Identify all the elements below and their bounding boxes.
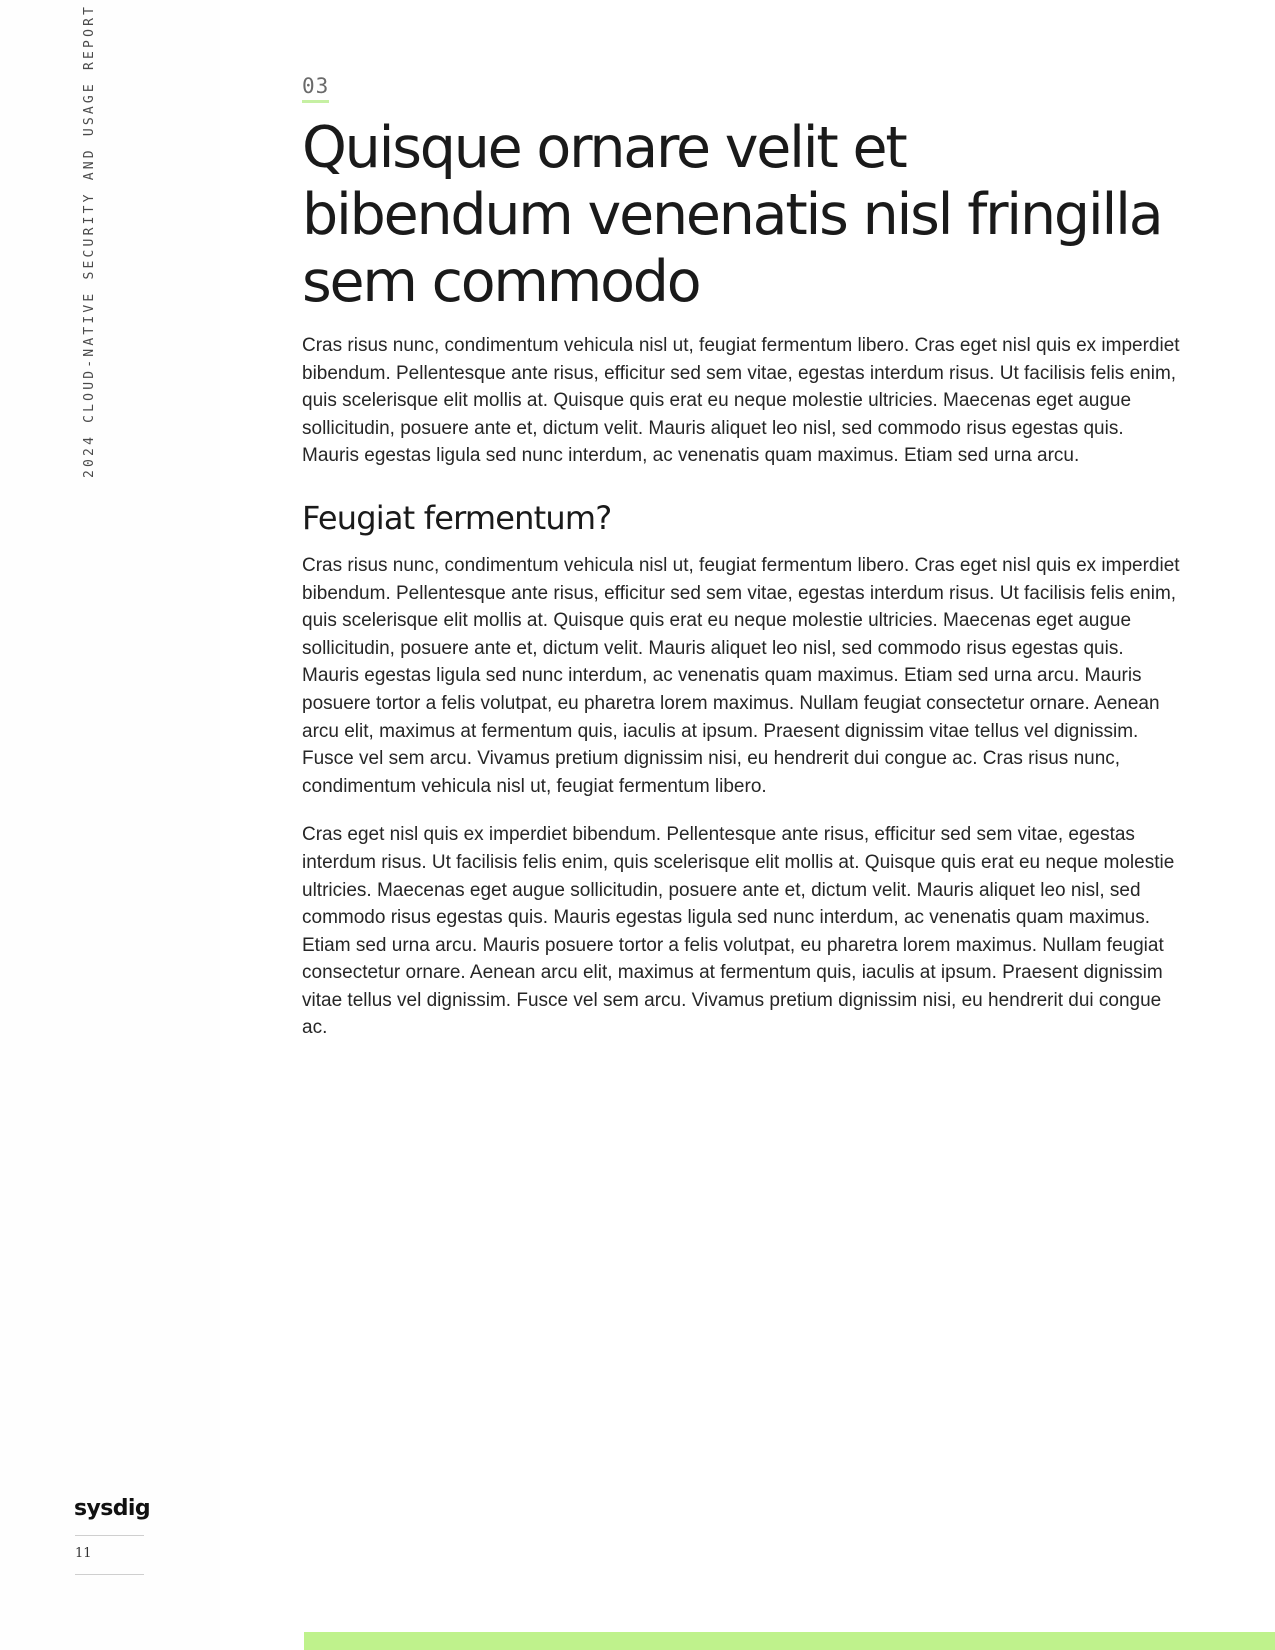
page-number: 11 [75, 1546, 92, 1561]
divider [75, 1535, 144, 1536]
intro-paragraph: Cras risus nunc, condimentum vehicula nisl ut, feugiat fermentum libero. Cras eget nisl quis ex imperdiet bibendum. Pellentesque ante risus, efficitur sed sem vitae, egestas interdum risus. Ut facilisis felis enim, quis scelerisque elit mollis at. Quisque quis erat eu neque molestie ultricies. Maecenas eget augue sollicitudin, posuere ante et, dictum velit. Mauris aliquet leo nisl, sed commodo risus egestas quis. Mauris egestas ligula sed nunc interdum, ac venenatis quam maximus. Etiam sed urna arcu. [302, 335, 1180, 467]
section-number: 03 [302, 74, 329, 103]
footer-accent-bar [304, 1632, 1275, 1650]
subheading: Feugiat fermentum? [302, 498, 612, 537]
body-paragraph-2: Cras eget nisl quis ex imperdiet bibendum. Pellentesque ante risus, efficitur sed sem vitae, egestas interdum risus. Ut facilisis felis enim, quis scelerisque elit mollis at. Quisque quis erat eu neque molestie ultricies. Maecenas eget augue sollicitudin, posuere ante et, dictum velit. Mauris aliquet leo nisl, sed commodo risus egestas quis. Mauris egestas ligula sed nunc interdum, ac venenatis quam maximus. Etiam sed urna arcu. Mauris posuere tortor a felis volutpat, eu pharetra lorem maximus. Nullam feugiat consectetur ornare. Aenean arcu elit, maximus at fermentum quis, iaculis at ipsum. Praesent dignissim vitae tellus vel dignissim. Fusce vel sem arcu. Vivamus pretium dignissim nisi, eu hendrerit dui congue ac. [302, 824, 1175, 1039]
main-content [302, 74, 1182, 1042]
body-paragraph-1: Cras risus nunc, condimentum vehicula nisl ut, feugiat fermentum libero. Cras eget nisl quis ex imperdiet bibendum. Pellentesque ante risus, efficitur sed sem vitae, egestas interdum risus. Ut facilisis felis enim, quis scelerisque elit mollis at. Quisque quis erat eu neque molestie ultricies. Maecenas eget augue sollicitudin, posuere ante et, dictum velit. Mauris aliquet leo nisl, sed commodo risus egestas quis. Mauris egestas ligula sed nunc interdum, ac venenatis quam maximus. Etiam sed urna arcu. Mauris posuere tortor a felis volutpat, eu pharetra lorem maximus. Nullam feugiat consectetur ornare. Aenean arcu elit, maximus at fermentum quis, iaculis at ipsum. Praesent dignissim vitae tellus vel dignissim. Fusce vel sem arcu. Vivamus pretium dignissim nisi, eu hendrerit dui congue ac. Cras risus nunc, condimentum vehicula nisl ut, feugiat fermentum libero. [302, 554, 1180, 797]
sysdig-logo: sysdig [74, 1496, 150, 1521]
sidebar [0, 0, 220, 1650]
page-title: Quisque ornare velit et bibendum venenatis nisl fringilla sem commodo [302, 115, 1162, 315]
divider [75, 1574, 144, 1575]
report-title-vertical: 2024 CLOUD-NATIVE SECURITY AND USAGE REPORT [82, 3, 97, 478]
